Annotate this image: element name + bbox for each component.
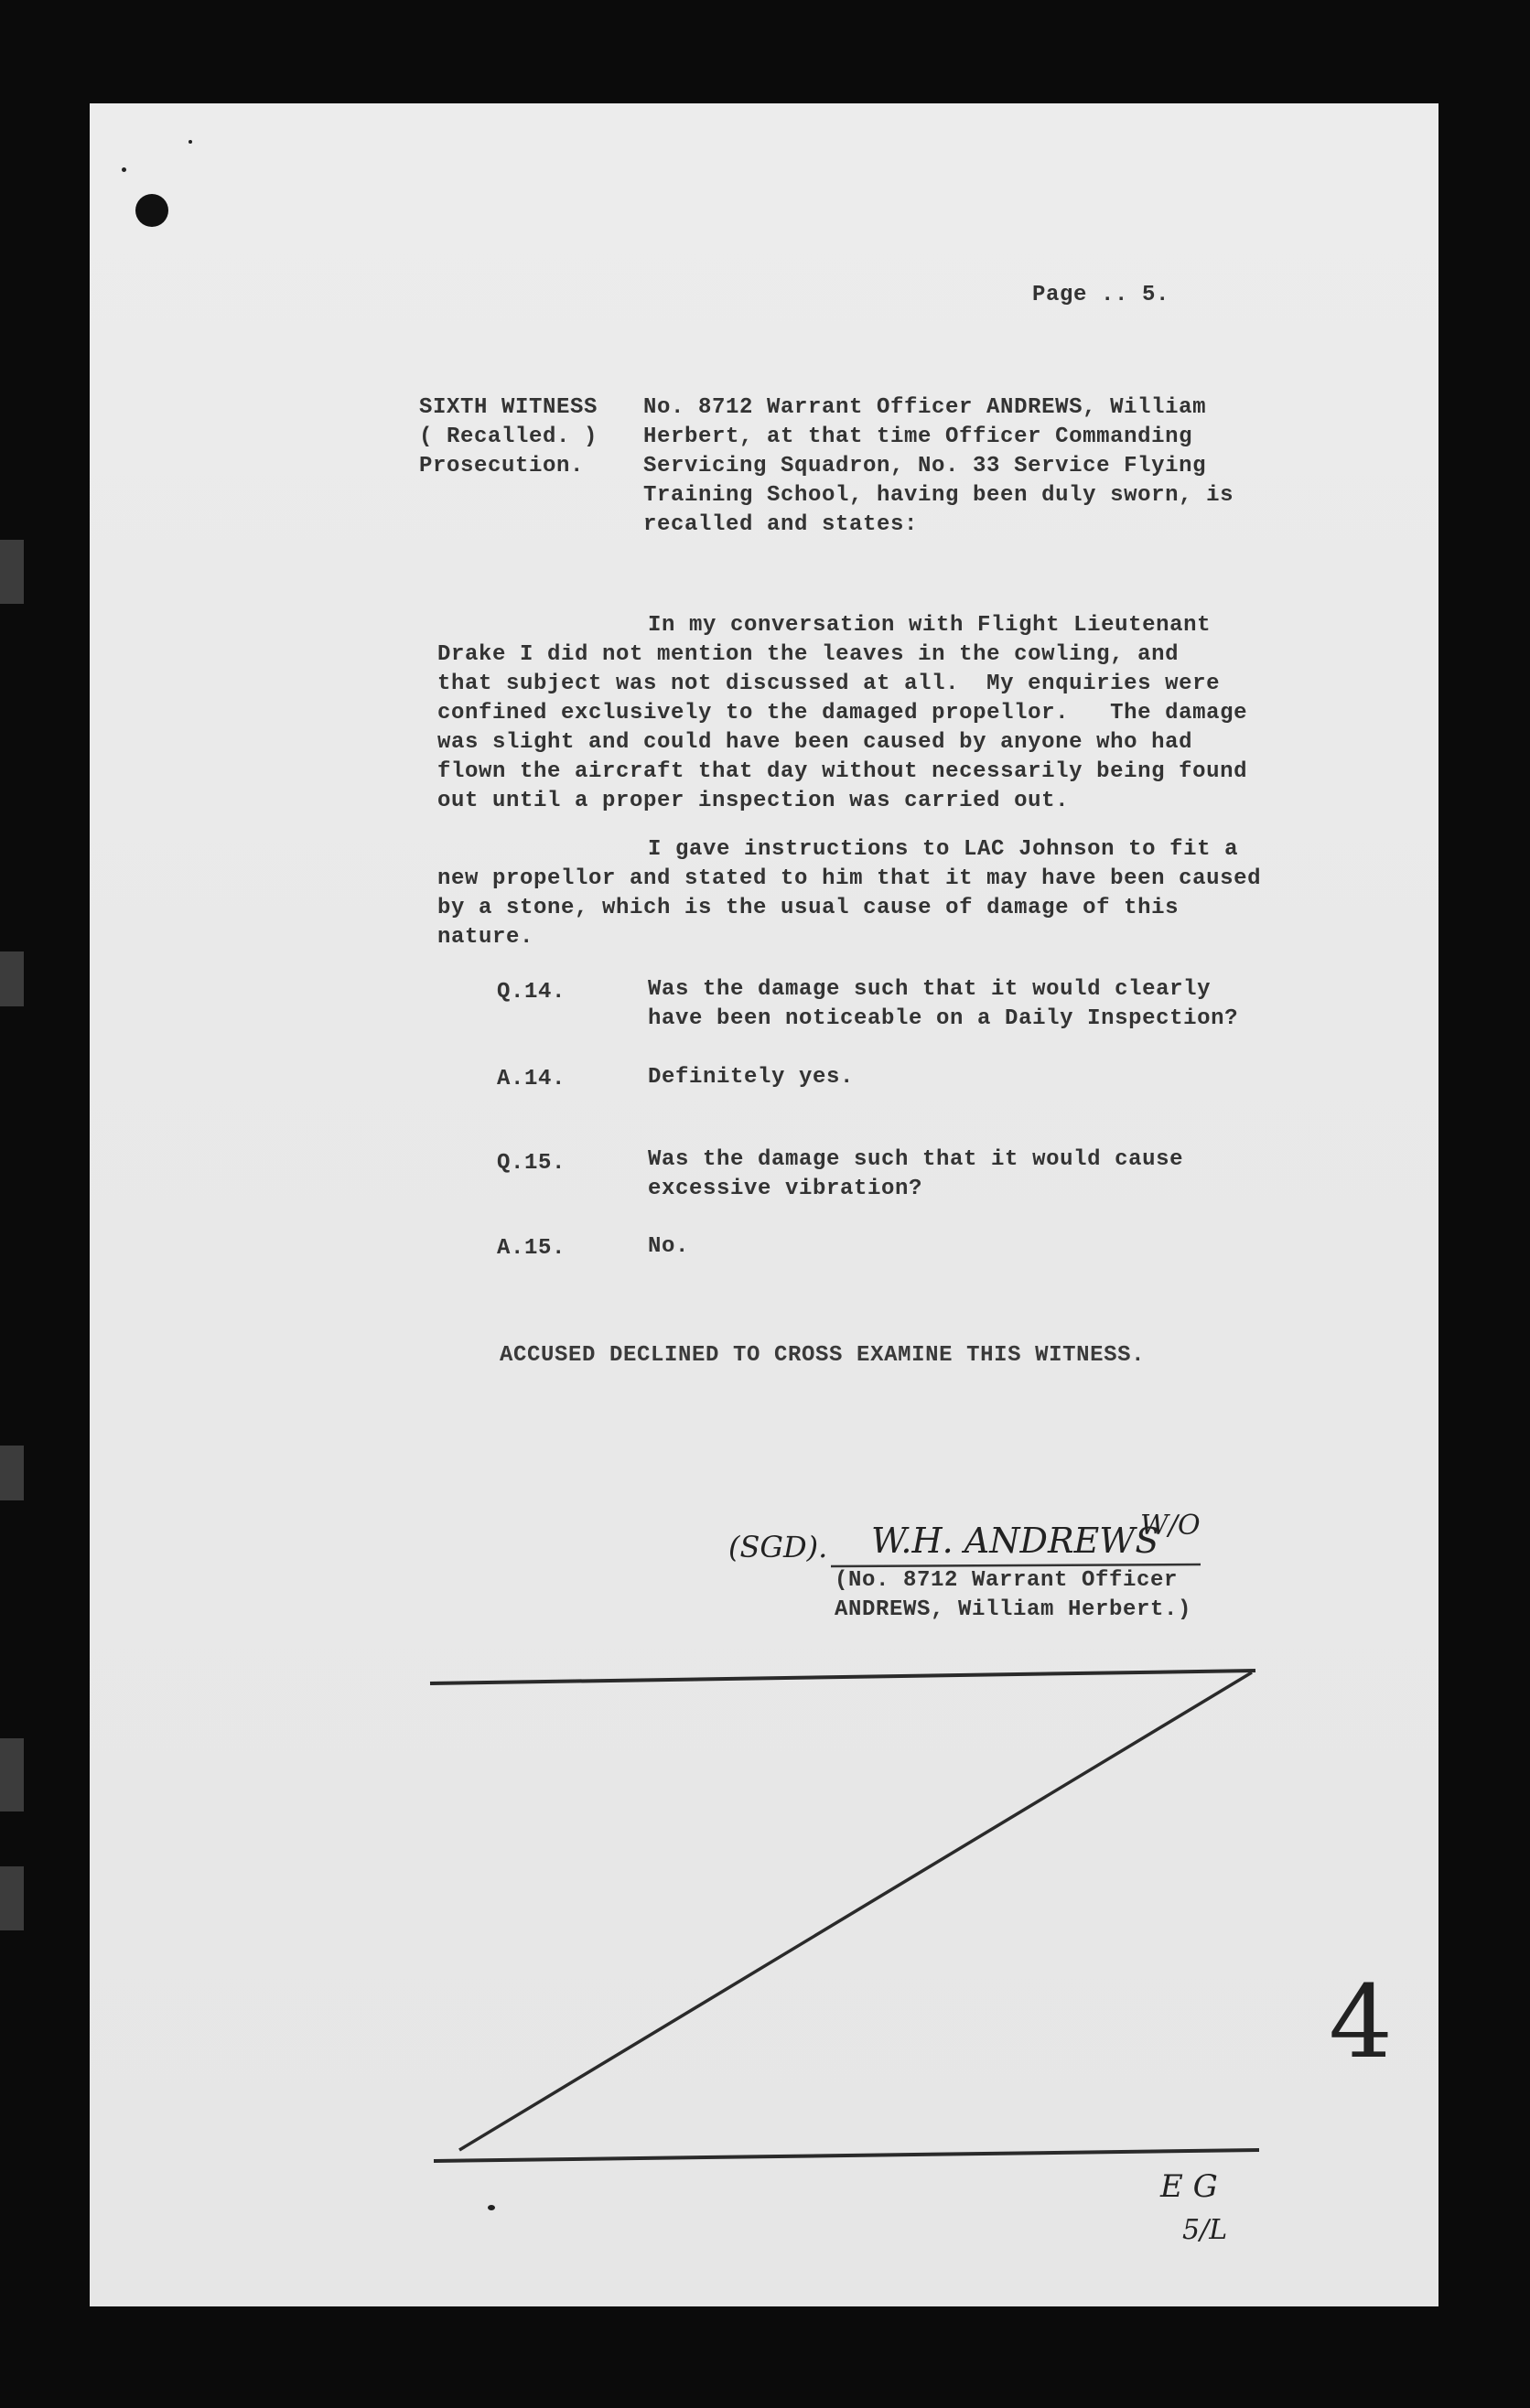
- witness-intro-line: recalled and states:: [643, 512, 919, 537]
- qa-label: A.14.: [497, 1067, 566, 1091]
- margin-initials: E G: [1160, 2168, 1218, 2205]
- signature-prefix: (SGD).: [728, 1530, 828, 1564]
- witness-heading-line: SIXTH WITNESS: [419, 395, 598, 420]
- folio-number: 4: [1329, 1963, 1393, 2080]
- qa-text: Was the damage such that it would cause: [648, 1147, 1184, 1172]
- statement-line: new propellor and stated to him that it may have been caused: [437, 866, 1262, 891]
- qa-label: Q.14.: [497, 980, 566, 1005]
- declined-statement: ACCUSED DECLINED TO CROSS EXAMINE THIS WITNESS.: [500, 1343, 1146, 1368]
- qa-text: excessive vibration?: [648, 1177, 923, 1201]
- qa-label: A.15.: [497, 1236, 566, 1261]
- qa-text: No.: [648, 1234, 690, 1259]
- witness-intro-line: Training School, having been duly sworn, is: [643, 483, 1234, 508]
- margin-fraction: 5/L: [1182, 2214, 1228, 2246]
- signature-name: W.H. ANDREWS: [871, 1521, 1159, 1561]
- witness-intro-line: No. 8712 Warrant Officer ANDREWS, William: [643, 395, 1207, 420]
- qa-text: Definitely yes.: [648, 1065, 855, 1090]
- signature-typed-line: ANDREWS, William Herbert.): [835, 1597, 1192, 1622]
- statement-line: confined exclusively to the damaged propellor. The damage: [437, 701, 1248, 726]
- page-number: Page .. 5.: [1032, 283, 1170, 307]
- qa-text: Was the damage such that it would clearly: [648, 977, 1212, 1002]
- statement-line: out until a proper inspection was carried out.: [437, 789, 1070, 813]
- statement-line: In my conversation with Flight Lieutenant: [648, 613, 1212, 638]
- witness-heading-line: ( Recalled. ): [419, 425, 598, 449]
- statement-line: nature.: [437, 925, 534, 950]
- statement-line: that subject was not discussed at all. My enquiries were: [437, 672, 1221, 696]
- statement-line: flown the aircraft that day without necessarily being found: [437, 759, 1248, 784]
- qa-label: Q.15.: [497, 1151, 566, 1176]
- witness-intro-line: Herbert, at that time Officer Commanding: [643, 425, 1193, 449]
- qa-text: have been noticeable on a Daily Inspection?: [648, 1006, 1239, 1031]
- witness-intro-line: Servicing Squadron, No. 33 Service Flying: [643, 454, 1207, 478]
- witness-heading-line: Prosecution.: [419, 454, 585, 478]
- signature-rank: W/O: [1140, 1510, 1201, 1542]
- statement-line: Drake I did not mention the leaves in the cowling, and: [437, 642, 1180, 667]
- signature-typed-line: (No. 8712 Warrant Officer: [835, 1568, 1179, 1593]
- statement-line: was slight and could have been caused by anyone who had: [437, 730, 1193, 755]
- statement-line: I gave instructions to LAC Johnson to fit a: [648, 837, 1239, 862]
- statement-line: by a stone, which is the usual cause of damage of this: [437, 896, 1180, 920]
